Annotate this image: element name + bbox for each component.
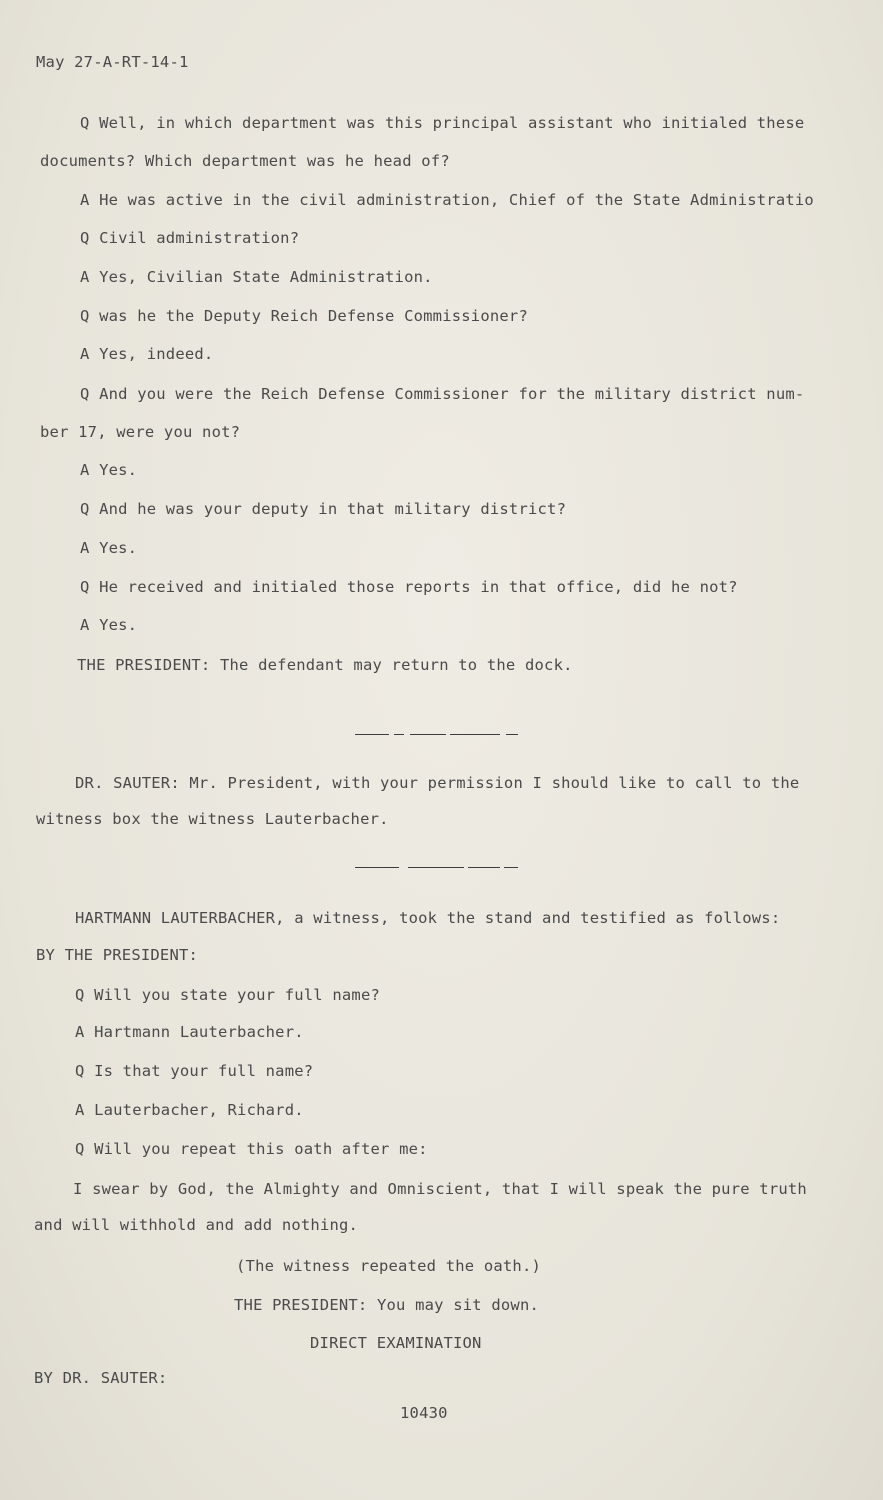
transcript-line: THE PRESIDENT: The defendant may return to the dock. <box>77 656 573 674</box>
separator-rule <box>394 734 404 735</box>
transcript-line: and will withhold and add nothing. <box>34 1216 359 1234</box>
transcript-line: Q Will you repeat this oath after me: <box>75 1140 428 1158</box>
transcript-line: THE PRESIDENT: You may sit down. <box>234 1296 540 1314</box>
transcript-line: HARTMANN LAUTERBACHER, a witness, took the stand and testified as follows: <box>75 909 781 927</box>
transcript-line: Q Well, in which department was this principal assistant who initialed these <box>80 114 805 132</box>
transcript-line: (The witness repeated the oath.) <box>236 1257 542 1275</box>
transcript-line: A Hartmann Lauterbacher. <box>75 1023 304 1041</box>
transcript-line: A Yes. <box>80 616 138 634</box>
separator-rule <box>355 734 389 735</box>
transcript-line: Q He received and initialed those reports in that office, did he not? <box>80 578 738 596</box>
transcript-line: Q And you were the Reich Defense Commissioner for the military district num- <box>80 385 805 403</box>
transcript-line: Q And he was your deputy in that military district? <box>80 500 567 518</box>
transcript-line: Q Civil administration? <box>80 229 300 247</box>
transcript-line: A He was active in the civil administration, Chief of the State Administratio <box>80 191 814 209</box>
transcript-line: witness box the witness Lauterbacher. <box>36 810 389 828</box>
separator-rule <box>355 867 399 868</box>
transcript-line: Q Will you state your full name? <box>75 986 381 1004</box>
separator-rule <box>410 734 446 735</box>
document-reference: May 27-A-RT-14-1 <box>36 53 189 71</box>
transcript-line: A Yes. <box>80 461 138 479</box>
separator-rule <box>468 867 500 868</box>
separator-rule <box>450 734 500 735</box>
transcript-line: Q Is that your full name? <box>75 1062 314 1080</box>
separator-rule <box>504 867 518 868</box>
page-number: 10430 <box>400 1404 448 1422</box>
transcript-line: I swear by God, the Almighty and Omniscient, that I will speak the pure truth <box>73 1180 807 1198</box>
transcript-line: ber 17, were you not? <box>40 423 241 441</box>
transcript-line: A Yes. <box>80 539 138 557</box>
separator-rule <box>506 734 518 735</box>
section-heading: DIRECT EXAMINATION <box>310 1334 482 1352</box>
transcript-line: BY THE PRESIDENT: <box>36 946 199 964</box>
transcript-line: BY DR. SAUTER: <box>34 1369 168 1387</box>
transcript-line: documents? Which department was he head of? <box>40 152 450 170</box>
separator-rule <box>408 867 464 868</box>
transcript-line: A Yes, indeed. <box>80 345 214 363</box>
transcript-line: DR. SAUTER: Mr. President, with your permission I should like to call to the <box>75 774 800 792</box>
transcript-line: Q was he the Deputy Reich Defense Commissioner? <box>80 307 528 325</box>
transcript-line: A Yes, Civilian State Administration. <box>80 268 433 286</box>
transcript-line: A Lauterbacher, Richard. <box>75 1101 304 1119</box>
